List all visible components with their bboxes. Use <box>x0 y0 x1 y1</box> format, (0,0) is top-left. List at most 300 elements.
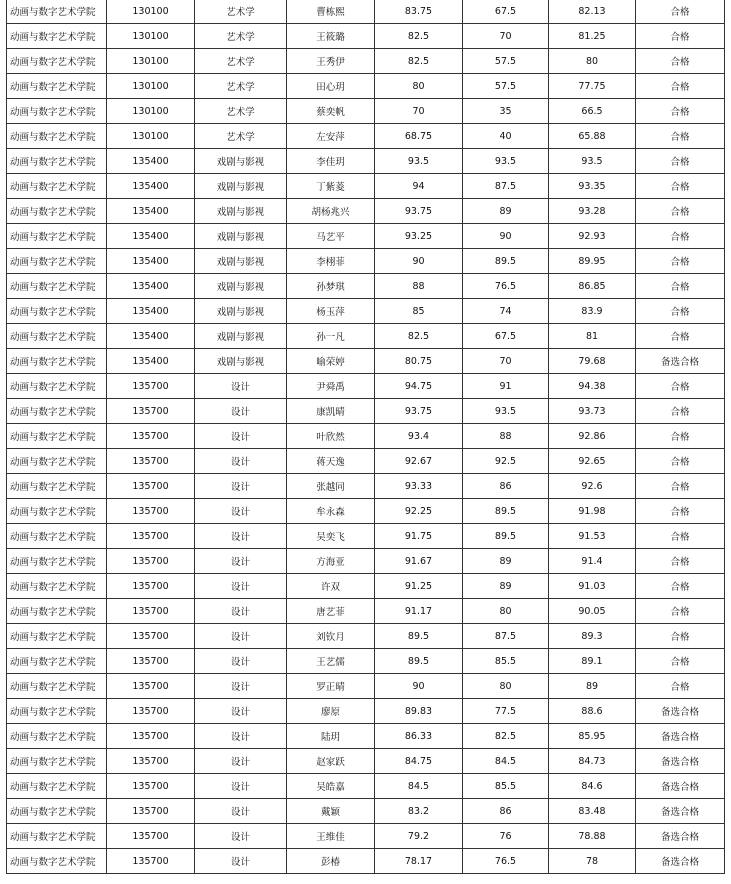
table-row <box>7 324 725 349</box>
major-name-cell: 戏剧与影视 <box>195 224 287 249</box>
major-code-cell: 135700 <box>107 374 195 399</box>
result-cell: 合格 <box>636 249 725 274</box>
student-name-cell: 王筱璐 <box>287 24 375 49</box>
college-cell: 动画与数字艺术学院 <box>7 49 107 74</box>
student-name-cell: 王维佳 <box>287 824 375 849</box>
table-row <box>7 574 725 599</box>
college-cell: 动画与数字艺术学院 <box>7 399 107 424</box>
student-name-cell: 孙一凡 <box>287 324 375 349</box>
table-row <box>7 374 725 399</box>
result-cell: 合格 <box>636 399 725 424</box>
college-cell: 动画与数字艺术学院 <box>7 749 107 774</box>
major-code-cell: 135700 <box>107 749 195 774</box>
student-name-cell: 田心玥 <box>287 74 375 99</box>
score-a-cell: 93.75 <box>375 199 463 224</box>
table-row <box>7 249 725 274</box>
major-name-cell: 艺术学 <box>195 0 287 24</box>
student-name-cell: 蒋天逸 <box>287 449 375 474</box>
major-code-cell: 135400 <box>107 274 195 299</box>
table-row <box>7 599 725 624</box>
score-a-cell: 94 <box>375 174 463 199</box>
result-cell: 合格 <box>636 124 725 149</box>
result-cell: 合格 <box>636 199 725 224</box>
table-row <box>7 199 725 224</box>
table-row <box>7 124 725 149</box>
major-name-cell: 设计 <box>195 624 287 649</box>
major-name-cell: 设计 <box>195 374 287 399</box>
table-row <box>7 799 725 824</box>
total-score-cell: 93.28 <box>549 199 636 224</box>
score-b-cell: 70 <box>463 24 549 49</box>
score-a-cell: 78.17 <box>375 849 463 874</box>
student-name-cell: 刘钦月 <box>287 624 375 649</box>
result-cell: 合格 <box>636 674 725 699</box>
result-cell: 合格 <box>636 574 725 599</box>
score-a-cell: 79.2 <box>375 824 463 849</box>
major-code-cell: 135700 <box>107 549 195 574</box>
score-a-cell: 89.5 <box>375 624 463 649</box>
student-name-cell: 许双 <box>287 574 375 599</box>
major-code-cell: 135700 <box>107 399 195 424</box>
result-cell: 合格 <box>636 624 725 649</box>
table-body <box>7 0 725 874</box>
student-name-cell: 胡杨兆兴 <box>287 199 375 224</box>
table-row <box>7 349 725 374</box>
score-a-cell: 93.25 <box>375 224 463 249</box>
major-name-cell: 设计 <box>195 549 287 574</box>
college-cell: 动画与数字艺术学院 <box>7 249 107 274</box>
major-code-cell: 135700 <box>107 799 195 824</box>
major-code-cell: 135700 <box>107 449 195 474</box>
total-score-cell: 93.35 <box>549 174 636 199</box>
major-code-cell: 135400 <box>107 299 195 324</box>
major-code-cell: 135400 <box>107 149 195 174</box>
major-code-cell: 130100 <box>107 124 195 149</box>
total-score-cell: 83.48 <box>549 799 636 824</box>
major-name-cell: 设计 <box>195 524 287 549</box>
major-name-cell: 戏剧与影视 <box>195 249 287 274</box>
major-code-cell: 135700 <box>107 699 195 724</box>
total-score-cell: 92.65 <box>549 449 636 474</box>
table-row <box>7 524 725 549</box>
student-name-cell: 张越同 <box>287 474 375 499</box>
score-a-cell: 90 <box>375 249 463 274</box>
score-b-cell: 70 <box>463 349 549 374</box>
total-score-cell: 90.05 <box>549 599 636 624</box>
result-cell: 合格 <box>636 449 725 474</box>
score-b-cell: 93.5 <box>463 399 549 424</box>
major-name-cell: 戏剧与影视 <box>195 324 287 349</box>
table-row <box>7 174 725 199</box>
total-score-cell: 91.03 <box>549 574 636 599</box>
major-name-cell: 设计 <box>195 749 287 774</box>
total-score-cell: 65.88 <box>549 124 636 149</box>
result-cell: 合格 <box>636 99 725 124</box>
result-cell: 备选合格 <box>636 724 725 749</box>
table-row <box>7 299 725 324</box>
score-b-cell: 80 <box>463 599 549 624</box>
college-cell: 动画与数字艺术学院 <box>7 524 107 549</box>
major-name-cell: 戏剧与影视 <box>195 299 287 324</box>
major-code-cell: 130100 <box>107 24 195 49</box>
college-cell: 动画与数字艺术学院 <box>7 849 107 874</box>
total-score-cell: 89.95 <box>549 249 636 274</box>
college-cell: 动画与数字艺术学院 <box>7 774 107 799</box>
student-name-cell: 彭椿 <box>287 849 375 874</box>
student-name-cell: 杨玉萍 <box>287 299 375 324</box>
score-b-cell: 76 <box>463 824 549 849</box>
college-cell: 动画与数字艺术学院 <box>7 549 107 574</box>
score-b-cell: 91 <box>463 374 549 399</box>
student-name-cell: 李栩菲 <box>287 249 375 274</box>
college-cell: 动画与数字艺术学院 <box>7 24 107 49</box>
major-name-cell: 设计 <box>195 674 287 699</box>
college-cell: 动画与数字艺术学院 <box>7 649 107 674</box>
score-b-cell: 57.5 <box>463 74 549 99</box>
table-row <box>7 99 725 124</box>
total-score-cell: 93.5 <box>549 149 636 174</box>
major-code-cell: 135700 <box>107 849 195 874</box>
score-b-cell: 82.5 <box>463 724 549 749</box>
major-name-cell: 设计 <box>195 649 287 674</box>
table-row <box>7 649 725 674</box>
score-b-cell: 77.5 <box>463 699 549 724</box>
major-code-cell: 135400 <box>107 224 195 249</box>
major-name-cell: 设计 <box>195 799 287 824</box>
major-code-cell: 135700 <box>107 524 195 549</box>
college-cell: 动画与数字艺术学院 <box>7 674 107 699</box>
major-name-cell: 设计 <box>195 599 287 624</box>
major-code-cell: 135400 <box>107 324 195 349</box>
student-name-cell: 曹栋熙 <box>287 0 375 24</box>
major-code-cell: 130100 <box>107 49 195 74</box>
student-name-cell: 蔡奕帆 <box>287 99 375 124</box>
table-row <box>7 724 725 749</box>
score-b-cell: 35 <box>463 99 549 124</box>
major-name-cell: 设计 <box>195 724 287 749</box>
result-cell: 合格 <box>636 74 725 99</box>
score-a-cell: 84.75 <box>375 749 463 774</box>
table-row <box>7 74 725 99</box>
result-cell: 合格 <box>636 524 725 549</box>
major-code-cell: 135700 <box>107 474 195 499</box>
major-code-cell: 135700 <box>107 674 195 699</box>
college-cell: 动画与数字艺术学院 <box>7 824 107 849</box>
major-code-cell: 135700 <box>107 824 195 849</box>
score-a-cell: 93.33 <box>375 474 463 499</box>
major-code-cell: 135700 <box>107 574 195 599</box>
score-b-cell: 90 <box>463 224 549 249</box>
result-cell: 合格 <box>636 424 725 449</box>
total-score-cell: 92.93 <box>549 224 636 249</box>
score-b-cell: 57.5 <box>463 49 549 74</box>
total-score-cell: 85.95 <box>549 724 636 749</box>
score-b-cell: 67.5 <box>463 324 549 349</box>
results-table <box>6 0 725 874</box>
major-code-cell: 135700 <box>107 599 195 624</box>
table-row <box>7 624 725 649</box>
major-name-cell: 戏剧与影视 <box>195 174 287 199</box>
major-name-cell: 艺术学 <box>195 24 287 49</box>
score-a-cell: 90 <box>375 674 463 699</box>
student-name-cell: 孙梦琪 <box>287 274 375 299</box>
college-cell: 动画与数字艺术学院 <box>7 149 107 174</box>
score-a-cell: 93.4 <box>375 424 463 449</box>
result-cell: 合格 <box>636 299 725 324</box>
table-row <box>7 424 725 449</box>
total-score-cell: 84.6 <box>549 774 636 799</box>
major-name-cell: 戏剧与影视 <box>195 199 287 224</box>
score-b-cell: 40 <box>463 124 549 149</box>
score-a-cell: 82.5 <box>375 49 463 74</box>
college-cell: 动画与数字艺术学院 <box>7 199 107 224</box>
college-cell: 动画与数字艺术学院 <box>7 299 107 324</box>
result-cell: 备选合格 <box>636 349 725 374</box>
student-name-cell: 牟永森 <box>287 499 375 524</box>
score-a-cell: 83.75 <box>375 0 463 24</box>
major-name-cell: 设计 <box>195 499 287 524</box>
college-cell: 动画与数字艺术学院 <box>7 274 107 299</box>
score-a-cell: 70 <box>375 99 463 124</box>
college-cell: 动画与数字艺术学院 <box>7 224 107 249</box>
college-cell: 动画与数字艺术学院 <box>7 624 107 649</box>
major-name-cell: 设计 <box>195 424 287 449</box>
major-code-cell: 135400 <box>107 174 195 199</box>
college-cell: 动画与数字艺术学院 <box>7 99 107 124</box>
total-score-cell: 89.1 <box>549 649 636 674</box>
total-score-cell: 82.13 <box>549 0 636 24</box>
student-name-cell: 左安萍 <box>287 124 375 149</box>
total-score-cell: 78.88 <box>549 824 636 849</box>
major-name-cell: 设计 <box>195 399 287 424</box>
score-a-cell: 89.83 <box>375 699 463 724</box>
college-cell: 动画与数字艺术学院 <box>7 599 107 624</box>
score-a-cell: 88 <box>375 274 463 299</box>
total-score-cell: 84.73 <box>549 749 636 774</box>
major-name-cell: 设计 <box>195 574 287 599</box>
score-a-cell: 91.25 <box>375 574 463 599</box>
score-b-cell: 93.5 <box>463 149 549 174</box>
total-score-cell: 86.85 <box>549 274 636 299</box>
score-b-cell: 86 <box>463 474 549 499</box>
major-name-cell: 设计 <box>195 474 287 499</box>
college-cell: 动画与数字艺术学院 <box>7 124 107 149</box>
score-b-cell: 86 <box>463 799 549 824</box>
result-cell: 合格 <box>636 374 725 399</box>
score-b-cell: 89.5 <box>463 249 549 274</box>
major-code-cell: 135400 <box>107 349 195 374</box>
major-name-cell: 艺术学 <box>195 74 287 99</box>
major-name-cell: 设计 <box>195 824 287 849</box>
student-name-cell: 丁紫菱 <box>287 174 375 199</box>
student-name-cell: 唐艺菲 <box>287 599 375 624</box>
table-row <box>7 149 725 174</box>
score-b-cell: 89 <box>463 549 549 574</box>
major-name-cell: 设计 <box>195 449 287 474</box>
score-a-cell: 84.5 <box>375 774 463 799</box>
table-row <box>7 749 725 774</box>
major-name-cell: 戏剧与影视 <box>195 274 287 299</box>
table-row <box>7 224 725 249</box>
total-score-cell: 91.4 <box>549 549 636 574</box>
major-code-cell: 135700 <box>107 424 195 449</box>
major-code-cell: 135700 <box>107 649 195 674</box>
result-cell: 合格 <box>636 549 725 574</box>
score-b-cell: 76.5 <box>463 274 549 299</box>
college-cell: 动画与数字艺术学院 <box>7 174 107 199</box>
result-cell: 备选合格 <box>636 774 725 799</box>
college-cell: 动画与数字艺术学院 <box>7 474 107 499</box>
score-a-cell: 83.2 <box>375 799 463 824</box>
student-name-cell: 陆玥 <box>287 724 375 749</box>
score-a-cell: 93.75 <box>375 399 463 424</box>
major-code-cell: 130100 <box>107 74 195 99</box>
major-name-cell: 设计 <box>195 774 287 799</box>
result-cell: 合格 <box>636 24 725 49</box>
table-row <box>7 849 725 874</box>
total-score-cell: 92.6 <box>549 474 636 499</box>
student-name-cell: 王艺儒 <box>287 649 375 674</box>
total-score-cell: 93.73 <box>549 399 636 424</box>
score-b-cell: 89 <box>463 199 549 224</box>
college-cell: 动画与数字艺术学院 <box>7 499 107 524</box>
major-code-cell: 135700 <box>107 624 195 649</box>
student-name-cell: 吴皓嘉 <box>287 774 375 799</box>
student-name-cell: 李佳玥 <box>287 149 375 174</box>
student-name-cell: 罗正晴 <box>287 674 375 699</box>
score-a-cell: 80.75 <box>375 349 463 374</box>
result-cell: 备选合格 <box>636 799 725 824</box>
result-cell: 合格 <box>636 49 725 74</box>
table-row <box>7 499 725 524</box>
college-cell: 动画与数字艺术学院 <box>7 0 107 24</box>
college-cell: 动画与数字艺术学院 <box>7 799 107 824</box>
score-a-cell: 92.25 <box>375 499 463 524</box>
result-cell: 合格 <box>636 599 725 624</box>
score-a-cell: 68.75 <box>375 124 463 149</box>
college-cell: 动画与数字艺术学院 <box>7 574 107 599</box>
result-cell: 合格 <box>636 149 725 174</box>
total-score-cell: 83.9 <box>549 299 636 324</box>
score-a-cell: 82.5 <box>375 324 463 349</box>
table-row <box>7 774 725 799</box>
table-row <box>7 474 725 499</box>
score-a-cell: 91.17 <box>375 599 463 624</box>
score-a-cell: 92.67 <box>375 449 463 474</box>
result-cell: 合格 <box>636 324 725 349</box>
student-name-cell: 马艺平 <box>287 224 375 249</box>
score-b-cell: 87.5 <box>463 174 549 199</box>
score-b-cell: 80 <box>463 674 549 699</box>
student-name-cell: 方海亚 <box>287 549 375 574</box>
score-a-cell: 85 <box>375 299 463 324</box>
major-code-cell: 135700 <box>107 499 195 524</box>
student-name-cell: 赵家跃 <box>287 749 375 774</box>
score-a-cell: 94.75 <box>375 374 463 399</box>
major-code-cell: 135700 <box>107 724 195 749</box>
total-score-cell: 91.53 <box>549 524 636 549</box>
college-cell: 动画与数字艺术学院 <box>7 74 107 99</box>
total-score-cell: 88.6 <box>549 699 636 724</box>
score-b-cell: 88 <box>463 424 549 449</box>
student-name-cell: 廖原 <box>287 699 375 724</box>
result-cell: 合格 <box>636 474 725 499</box>
major-code-cell: 135700 <box>107 774 195 799</box>
major-name-cell: 戏剧与影视 <box>195 149 287 174</box>
score-b-cell: 89.5 <box>463 524 549 549</box>
score-b-cell: 89.5 <box>463 499 549 524</box>
table-row <box>7 274 725 299</box>
result-cell: 合格 <box>636 274 725 299</box>
college-cell: 动画与数字艺术学院 <box>7 424 107 449</box>
table-row <box>7 24 725 49</box>
total-score-cell: 79.68 <box>549 349 636 374</box>
student-name-cell: 叶欣然 <box>287 424 375 449</box>
score-b-cell: 67.5 <box>463 0 549 24</box>
table-row <box>7 449 725 474</box>
major-name-cell: 设计 <box>195 849 287 874</box>
college-cell: 动画与数字艺术学院 <box>7 699 107 724</box>
college-cell: 动画与数字艺术学院 <box>7 449 107 474</box>
student-name-cell: 王秀伊 <box>287 49 375 74</box>
score-b-cell: 74 <box>463 299 549 324</box>
college-cell: 动画与数字艺术学院 <box>7 349 107 374</box>
major-name-cell: 设计 <box>195 699 287 724</box>
major-code-cell: 135400 <box>107 199 195 224</box>
score-b-cell: 92.5 <box>463 449 549 474</box>
student-name-cell: 康凯晴 <box>287 399 375 424</box>
score-b-cell: 76.5 <box>463 849 549 874</box>
result-cell: 备选合格 <box>636 849 725 874</box>
total-score-cell: 81 <box>549 324 636 349</box>
total-score-cell: 94.38 <box>549 374 636 399</box>
result-cell: 合格 <box>636 649 725 674</box>
student-name-cell: 吴奕飞 <box>287 524 375 549</box>
college-cell: 动画与数字艺术学院 <box>7 374 107 399</box>
student-name-cell: 喻荣婷 <box>287 349 375 374</box>
score-a-cell: 86.33 <box>375 724 463 749</box>
score-b-cell: 85.5 <box>463 649 549 674</box>
table-row <box>7 699 725 724</box>
major-name-cell: 艺术学 <box>195 49 287 74</box>
score-b-cell: 84.5 <box>463 749 549 774</box>
result-cell: 备选合格 <box>636 749 725 774</box>
result-cell: 备选合格 <box>636 824 725 849</box>
table-row <box>7 0 725 24</box>
student-name-cell: 戴颖 <box>287 799 375 824</box>
college-cell: 动画与数字艺术学院 <box>7 324 107 349</box>
total-score-cell: 81.25 <box>549 24 636 49</box>
score-a-cell: 89.5 <box>375 649 463 674</box>
table-row <box>7 399 725 424</box>
result-cell: 备选合格 <box>636 699 725 724</box>
table-row <box>7 549 725 574</box>
result-cell: 合格 <box>636 0 725 24</box>
score-a-cell: 93.5 <box>375 149 463 174</box>
score-a-cell: 91.67 <box>375 549 463 574</box>
major-code-cell: 130100 <box>107 0 195 24</box>
total-score-cell: 91.98 <box>549 499 636 524</box>
major-name-cell: 艺术学 <box>195 99 287 124</box>
score-a-cell: 80 <box>375 74 463 99</box>
score-a-cell: 91.75 <box>375 524 463 549</box>
table-row <box>7 674 725 699</box>
major-name-cell: 戏剧与影视 <box>195 349 287 374</box>
result-cell: 合格 <box>636 174 725 199</box>
major-code-cell: 135400 <box>107 249 195 274</box>
score-b-cell: 89 <box>463 574 549 599</box>
score-b-cell: 87.5 <box>463 624 549 649</box>
